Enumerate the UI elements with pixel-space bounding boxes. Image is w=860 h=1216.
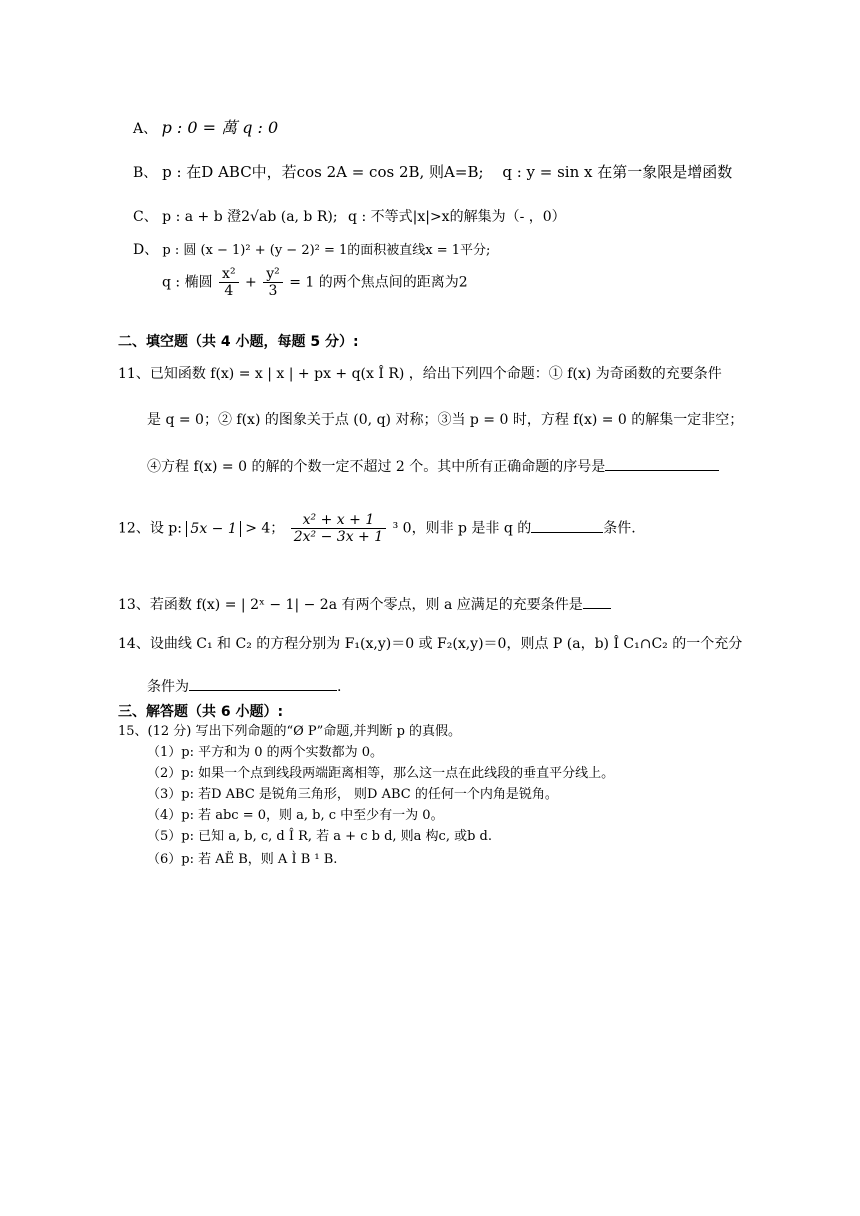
option-a-label: A、: [133, 121, 158, 137]
option-c-label: C、: [133, 209, 158, 225]
q13-line: [118, 594, 611, 615]
option-d-fraction-1-den: 4: [224, 283, 234, 299]
q11-answer-blank[interactable]: [605, 456, 719, 471]
q13-answer-blank[interactable]: [583, 594, 611, 609]
option-a-text: p : 0 = 萬 q : 0: [161, 118, 279, 137]
q14-line-1: 14、设曲线 C₁ 和 C₂ 的方程分别为 F₁(x,y)＝0 或 F₂(x,y)＝0，则点 P (a，b) Î C₁∩C₂ 的一个充分: [118, 636, 743, 652]
option-c-p: p : a + b 澄2√ab (a, b R);: [162, 209, 338, 225]
q15-item-2: （2）p: 如果一个点到线段两端距离相等，那么这一点在此线段的垂直平分线上。: [147, 766, 615, 781]
option-d-q-line: [162, 266, 468, 299]
option-b: [133, 162, 732, 183]
q12-answer-blank[interactable]: [531, 518, 603, 533]
q11-line-1: 11、已知函数 f(x) = x | x | + px + q(x Î R) ，给出下列四个命题：① f(x) 为奇函数的充要条件: [118, 366, 722, 382]
q12-pre: 12、设 p:: [118, 520, 182, 537]
option-d-q-pre: q : 椭圆: [162, 274, 213, 291]
q15-item-4: （4）p: 若 abc = 0，则 a, b, c 中至少有一为 0。: [147, 808, 444, 823]
q12-mid: > 4；: [245, 520, 285, 537]
option-a: [133, 118, 278, 139]
q14-line-2-pre: 条件为: [147, 679, 189, 695]
q14-answer-blank[interactable]: [189, 676, 337, 691]
option-c: [133, 207, 566, 227]
q15-item-6: （6）p: 若 AË B，则 A Ì B ¹ B.: [147, 852, 338, 867]
option-d-q-mid: +: [245, 274, 257, 291]
option-b-q: q : y = sin x 在第一象限是增函数: [502, 163, 733, 181]
q15-item-3: （3）p: 若D ABC 是锐角三角形， 则D ABC 的任何一个内角是锐角。: [147, 787, 558, 802]
q14-line-2-post: .: [337, 679, 342, 695]
option-d-fraction-1-num: x²: [219, 266, 239, 283]
q14-line-2: [147, 676, 341, 697]
option-d-fraction-2-den: 3: [268, 283, 278, 299]
option-d-p: p : 圆 (x − 1)² + (y − 2)² = 1的面积被直线x = 1平分;: [162, 243, 491, 258]
q11-line-3-text: ④方程 f(x) = 0 的解的个数一定不超过 2 个。其中所有正确命题的序号是: [147, 459, 606, 475]
option-c-q: q : 不等式|x|>x的解集为（- ，0）: [348, 209, 566, 225]
q12-end: 条件.: [603, 520, 636, 537]
option-d-fraction-1: [219, 266, 239, 299]
q15-item-5: （5）p: 已知 a, b, c, d Î R, 若 a + c b d, 则a 构c, 或b d.: [147, 829, 492, 844]
section-2-heading: 二、填空题（共 4 小题，每题 5 分）:: [118, 334, 359, 350]
option-b-label: B、: [133, 165, 158, 181]
option-d-p-line: [133, 240, 490, 261]
q12-post: ³ 0，则非 p 是非 q 的: [392, 520, 532, 537]
option-b-p: p : 在D ABC中，若cos 2A = cos 2B, 则A=B;: [162, 163, 484, 181]
q12-fraction: [291, 512, 386, 545]
option-d-label: D、: [133, 242, 159, 258]
q15-intro: 15、(12 分) 写出下列命题的“Ø P”命题,并判断 p 的真假。: [118, 724, 462, 739]
option-d-fraction-2-num: y²: [263, 266, 283, 283]
q15-item-1: （1）p: 平方和为 0 的两个实数都为 0。: [147, 745, 384, 760]
q12-fraction-den: 2x² − 3x + 1: [293, 529, 384, 545]
q12-line: [118, 512, 636, 545]
q11-line-3: [147, 456, 719, 477]
q12-fraction-num: x² + x + 1: [291, 512, 386, 529]
option-d-q-post: = 1 的两个焦点间的距离为2: [289, 274, 468, 291]
q11-line-2: 是 q = 0；② f(x) 的图象关于点 (0, q) 对称；③当 p = 0 时，方程 f(x) = 0 的解集一定非空；: [147, 412, 744, 428]
section-3-heading: 三、解答题（共 6 小题）:: [118, 704, 284, 720]
option-d-fraction-2: [263, 266, 283, 299]
q12-abs: 5x − 1: [186, 521, 240, 537]
q13-text: 13、若函数 f(x) = | 2ˣ − 1| − 2a 有两个零点，则 a 应满足的充要条件是: [118, 597, 583, 613]
